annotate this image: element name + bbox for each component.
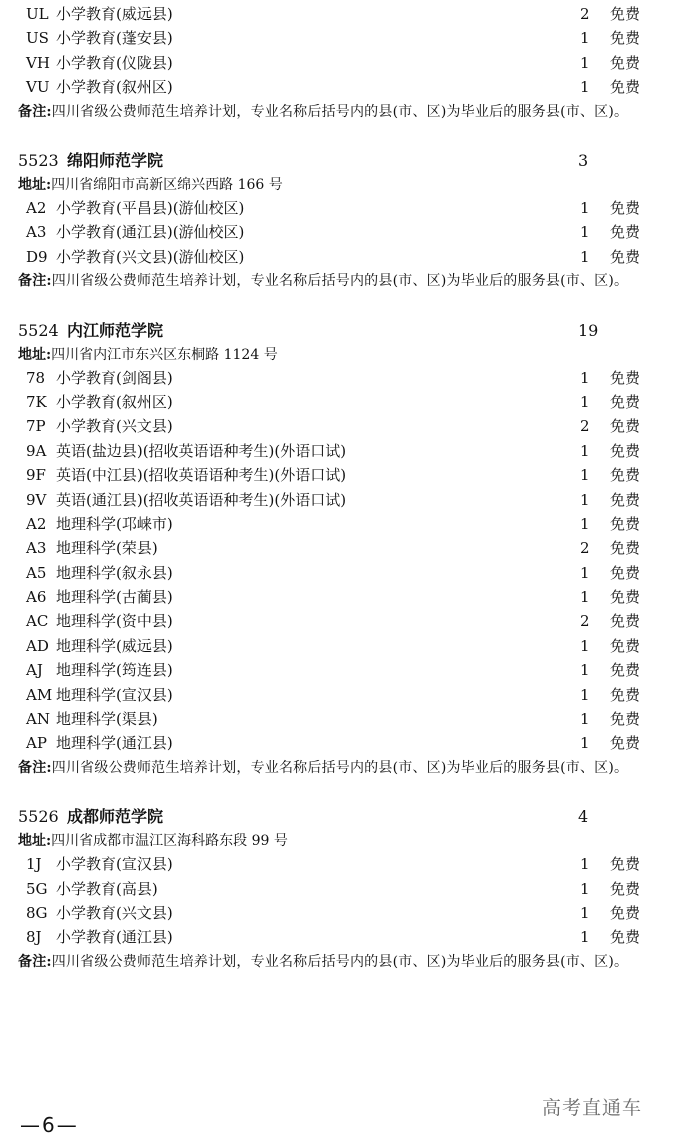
address-text: 四川省成都市温江区海科路东段 99 号 xyxy=(51,833,288,850)
major-code: 9A xyxy=(26,441,47,460)
major-code: A5 xyxy=(26,563,47,582)
plan-count: 1 xyxy=(580,490,590,509)
major-code: D9 xyxy=(26,247,48,266)
remark-label: 备注: xyxy=(18,953,52,970)
major-code: 78 xyxy=(26,368,46,387)
fee-label: 免费 xyxy=(610,636,641,655)
major-code: A3 xyxy=(26,539,47,558)
major-name: 地理科学(邛崃市) xyxy=(56,514,173,533)
major-name: 地理科学(筠连县) xyxy=(56,661,173,680)
plan-count: 2 xyxy=(580,612,590,631)
major-name: 英语(中江县)(招收英语语种考生)(外语口试) xyxy=(56,466,347,485)
major-code: AC xyxy=(26,612,49,631)
fee-label: 免费 xyxy=(610,879,641,898)
plan-count: 1 xyxy=(580,368,590,387)
table-row xyxy=(0,634,680,658)
remark-label: 备注: xyxy=(18,273,52,290)
major-name: 地理科学(宣汉县) xyxy=(56,685,173,704)
remark xyxy=(0,756,680,780)
table-row xyxy=(0,536,680,560)
spacer xyxy=(0,294,680,318)
table-row xyxy=(0,75,680,99)
institution-code: 5523 xyxy=(18,150,59,170)
major-name: 小学教育(通江县)(游仙校区) xyxy=(56,223,245,242)
major-code: A2 xyxy=(26,198,47,217)
institution-total: 4 xyxy=(578,807,589,827)
plan-count: 1 xyxy=(580,588,590,607)
remark-label: 备注: xyxy=(18,103,52,120)
plan-count: 1 xyxy=(580,636,590,655)
major-code: UL xyxy=(26,5,49,23)
institution-5524 xyxy=(0,318,680,781)
fee-label: 免费 xyxy=(610,223,641,242)
fee-label: 免费 xyxy=(610,563,641,582)
fee-label: 免费 xyxy=(610,928,641,947)
remark-text: 四川省级公费师范生培养计划，专业名称后括号内的县(市、区)为毕业后的服务县(市、区)。 xyxy=(51,953,629,970)
table-row xyxy=(0,852,680,876)
major-name: 小学教育(兴文县) xyxy=(56,417,173,436)
institution-header xyxy=(0,318,680,344)
table-row xyxy=(0,609,680,633)
address-label: 地址: xyxy=(18,346,52,363)
major-code: 7P xyxy=(26,417,46,436)
major-name: 小学教育(剑阁县) xyxy=(56,368,173,387)
plan-count: 1 xyxy=(580,903,590,922)
fee-label: 免费 xyxy=(610,588,641,607)
table-row xyxy=(0,877,680,901)
plan-count: 1 xyxy=(580,685,590,704)
remark xyxy=(0,100,680,124)
institution-5526 xyxy=(0,804,680,974)
table-row xyxy=(0,707,680,731)
major-name: 小学教育(通江县) xyxy=(56,928,173,947)
plan-count: 1 xyxy=(580,928,590,947)
plan-count: 2 xyxy=(580,417,590,436)
watermark: 高考直通车 xyxy=(542,1097,643,1119)
fee-label: 免费 xyxy=(610,661,641,680)
spacer xyxy=(0,124,680,148)
major-name: 地理科学(通江县) xyxy=(56,734,173,753)
institution-header xyxy=(0,148,680,174)
major-name: 小学教育(平昌县)(游仙校区) xyxy=(56,198,245,217)
major-name: 英语(盐边县)(招收英语语种考生)(外语口试) xyxy=(56,441,347,460)
fee-label: 免费 xyxy=(610,392,641,411)
major-code: A3 xyxy=(26,223,47,242)
plan-count: 1 xyxy=(580,514,590,533)
remark-text: 四川省级公费师范生培养计划，专业名称后括号内的县(市、区)为毕业后的服务县(市、区)。 xyxy=(51,759,629,776)
major-code: AN xyxy=(26,710,50,729)
fee-label: 免费 xyxy=(610,441,641,460)
table-row xyxy=(0,245,680,269)
major-code: A2 xyxy=(26,514,47,533)
table-row xyxy=(0,220,680,244)
institution-header xyxy=(0,804,680,830)
plan-count: 1 xyxy=(580,29,590,48)
major-code: 9V xyxy=(26,490,47,509)
fee-label: 免费 xyxy=(610,710,641,729)
institution-name: 内江师范学院 xyxy=(67,320,164,340)
major-code: 7K xyxy=(26,392,47,411)
table-row xyxy=(0,585,680,609)
table-row xyxy=(0,51,680,75)
institution-total: 3 xyxy=(578,150,589,170)
plan-count: 1 xyxy=(580,223,590,242)
table-row xyxy=(0,925,680,949)
major-name: 地理科学(荣县) xyxy=(56,539,158,558)
remark-label: 备注: xyxy=(18,759,52,776)
plan-count: 1 xyxy=(580,78,590,97)
table-row xyxy=(0,390,680,414)
major-code: 8G xyxy=(26,903,48,922)
institution-name: 成都师范学院 xyxy=(67,807,164,827)
major-name: 小学教育(仪陇县) xyxy=(56,53,173,72)
address-text: 四川省绵阳市高新区绵兴西路 166 号 xyxy=(51,176,283,193)
major-name: 小学教育(兴文县)(游仙校区) xyxy=(56,247,245,266)
major-code: VU xyxy=(26,78,50,97)
major-name: 地理科学(叙永县) xyxy=(56,563,173,582)
institution-code: 5526 xyxy=(18,807,59,827)
plan-count: 1 xyxy=(580,879,590,898)
fee-label: 免费 xyxy=(610,53,641,72)
plan-count: 1 xyxy=(580,247,590,266)
major-code: US xyxy=(26,29,49,48)
major-name: 地理科学(渠县) xyxy=(56,710,158,729)
major-name: 地理科学(资中县) xyxy=(56,612,173,631)
fee-label: 免费 xyxy=(610,685,641,704)
table-row xyxy=(0,561,680,585)
fee-label: 免费 xyxy=(610,855,641,874)
fee-label: 免费 xyxy=(610,368,641,387)
plan-count: 1 xyxy=(580,198,590,217)
major-code: 1J xyxy=(26,855,42,874)
major-code: A6 xyxy=(26,588,47,607)
plan-count: 1 xyxy=(580,441,590,460)
table-row xyxy=(0,26,680,50)
table-row xyxy=(0,512,680,536)
fee-label: 免费 xyxy=(610,417,641,436)
institution-name: 绵阳师范学院 xyxy=(67,150,164,170)
table-row xyxy=(0,683,680,707)
table-row xyxy=(0,366,680,390)
address-label: 地址: xyxy=(18,176,52,193)
table-row xyxy=(0,463,680,487)
plan-count: 2 xyxy=(580,5,590,23)
address-label: 地址: xyxy=(18,833,52,850)
plan-count: 1 xyxy=(580,855,590,874)
address-text: 四川省内江市东兴区东桐路 1124 号 xyxy=(51,346,278,363)
plan-count: 1 xyxy=(580,661,590,680)
major-name: 地理科学(威远县) xyxy=(56,636,173,655)
major-code: AM xyxy=(26,685,53,704)
major-name: 小学教育(兴文县) xyxy=(56,903,173,922)
major-name: 小学教育(叙州区) xyxy=(56,78,173,97)
table-row xyxy=(0,196,680,220)
major-name: 小学教育(威远县) xyxy=(56,5,173,23)
major-name: 小学教育(宣汉县) xyxy=(56,855,173,874)
remark xyxy=(0,269,680,293)
plan-count: 1 xyxy=(580,466,590,485)
fee-label: 免费 xyxy=(610,247,641,266)
institution-total: 19 xyxy=(578,320,599,340)
remark-text: 四川省级公费师范生培养计划，专业名称后括号内的县(市、区)为毕业后的服务县(市、区)。 xyxy=(51,103,629,120)
major-code: 9F xyxy=(26,466,46,485)
major-code: AP xyxy=(26,734,47,753)
major-code: VH xyxy=(26,53,50,72)
fee-label: 免费 xyxy=(610,539,641,558)
table-row xyxy=(0,731,680,755)
plan-count: 1 xyxy=(580,710,590,729)
table-row xyxy=(0,488,680,512)
institution-address xyxy=(0,830,680,852)
table-row xyxy=(0,658,680,682)
fee-label: 免费 xyxy=(610,903,641,922)
major-code: AJ xyxy=(26,661,43,680)
major-code: 8J xyxy=(26,928,42,947)
table-row xyxy=(0,439,680,463)
fee-label: 免费 xyxy=(610,5,641,23)
major-name: 小学教育(叙州区) xyxy=(56,392,173,411)
fee-label: 免费 xyxy=(610,466,641,485)
plan-count: 1 xyxy=(580,53,590,72)
table-row xyxy=(0,2,680,26)
top-list xyxy=(0,0,680,124)
remark-text: 四川省级公费师范生培养计划，专业名称后括号内的县(市、区)为毕业后的服务县(市、区)。 xyxy=(51,273,629,290)
fee-label: 免费 xyxy=(610,612,641,631)
page-number: —6— xyxy=(20,1113,79,1137)
fee-label: 免费 xyxy=(610,198,641,217)
major-name: 小学教育(高县) xyxy=(56,879,158,898)
major-name: 小学教育(蓬安县) xyxy=(56,29,173,48)
spacer xyxy=(0,780,680,804)
major-name: 英语(通江县)(招收英语语种考生)(外语口试) xyxy=(56,490,347,509)
institution-5523 xyxy=(0,148,680,294)
plan-count: 2 xyxy=(580,539,590,558)
institution-code: 5524 xyxy=(18,320,59,340)
table-row xyxy=(0,901,680,925)
remark xyxy=(0,950,680,974)
major-code: AD xyxy=(26,636,49,655)
plan-count: 1 xyxy=(580,563,590,582)
major-code: 5G xyxy=(26,879,48,898)
institution-address xyxy=(0,174,680,196)
plan-count: 1 xyxy=(580,734,590,753)
table-row xyxy=(0,414,680,438)
major-name: 地理科学(古蔺县) xyxy=(56,588,173,607)
fee-label: 免费 xyxy=(610,490,641,509)
fee-label: 免费 xyxy=(610,78,641,97)
institution-address xyxy=(0,344,680,366)
fee-label: 免费 xyxy=(610,29,641,48)
plan-count: 1 xyxy=(580,392,590,411)
fee-label: 免费 xyxy=(610,514,641,533)
fee-label: 免费 xyxy=(610,734,641,753)
